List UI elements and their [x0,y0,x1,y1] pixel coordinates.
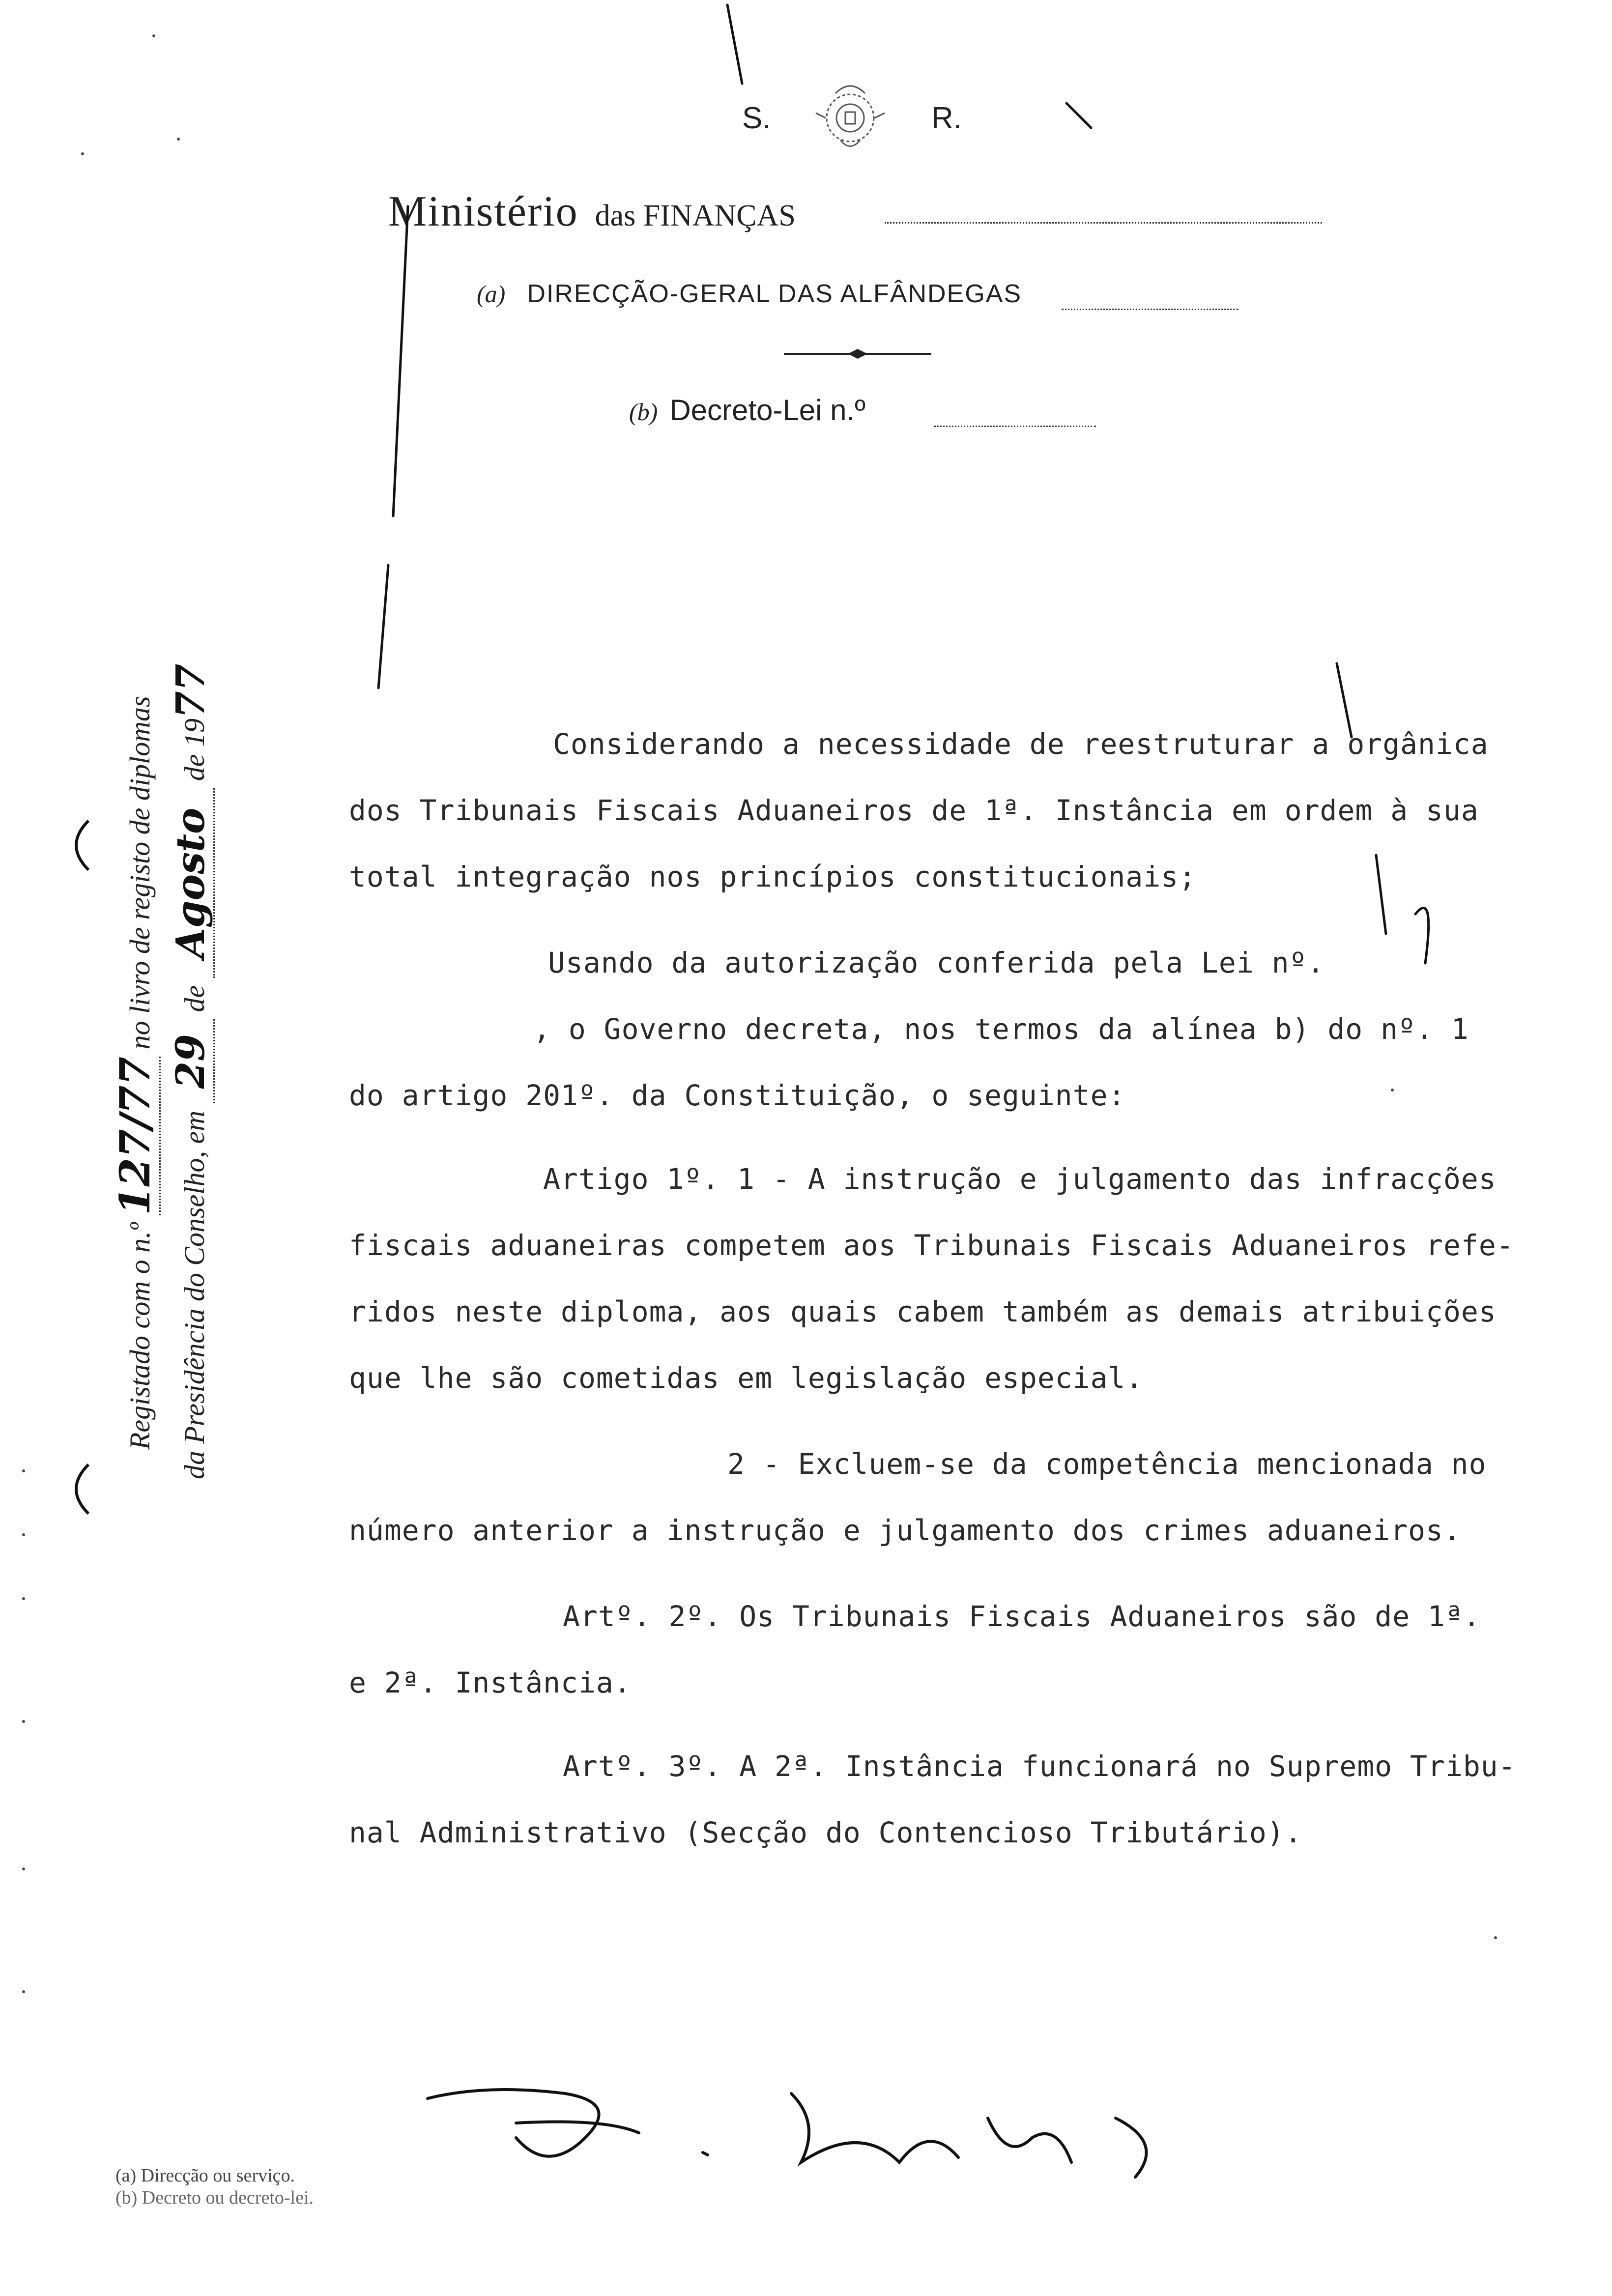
mark-a: (a) [477,280,506,308]
body-line-13: Artº. 2º. Os Tribunais Fiscais Aduaneiros são de 1ª. [563,1600,1481,1633]
body-line-12: número anterior a instrução e julgamento dos crimes aduaneiros. [349,1514,1461,1547]
registration-number: 127/77 [111,1057,161,1215]
body-line-2: dos Tribunais Fiscais Aduaneiros de 1ª. Instância em ordem à sua [349,794,1479,827]
header-right-letter: R. [931,101,962,135]
body-line-7: Artigo 1º. 1 - A instrução e julgamento das infracções [543,1162,1497,1196]
registration-month: Agosto [167,788,215,978]
ministry-name: das FINANÇAS [595,199,796,232]
ministry-prefix: Ministério [388,188,578,235]
body-line-15: Artº. 3º. A 2ª. Instância funcionará no Supremo Tribu- [563,1750,1516,1783]
registration-prefix: Registado com o n.º [124,1222,156,1450]
body-line-11: 2 - Excluem-se da competência mencionada no [727,1447,1487,1481]
footnote-a: (a) Direcção ou serviço. [115,2165,295,2186]
registration-year-prefix: de 19 [178,718,210,781]
body-line-14: e 2ª. Instância. [349,1666,632,1699]
mark-b: (b) [629,398,658,426]
body-line-9: ridos neste diploma, aos quais cabem também as demais atribuições [349,1295,1497,1328]
registration-de: de [178,985,210,1012]
body-line-1: Considerando a necessidade de reestruturar a orgânica [553,727,1489,761]
registration-day: 29 [167,1019,215,1103]
registration-line2-prefix: da Presidência do Conselho, em [178,1110,210,1479]
body-line-5: , o Governo decreta, nos termos da alínea b) do nº. 1 [533,1012,1469,1046]
body-line-8: fiscais aduaneiras competem aos Tribunais Fiscais Aduaneiros refe- [349,1229,1514,1262]
handwritten-signature [418,2064,1204,2211]
footnote-b: (b) Decreto ou decreto-lei. [115,2187,314,2208]
direction-name: DIRECÇÃO-GERAL DAS ALFÂNDEGAS [527,280,1022,308]
body-line-6: do artigo 201º. da Constituição, o seguinte: [349,1079,1126,1112]
decree-label: Decreto-Lei n.º [669,394,866,427]
registration-suffix: no livro de registo de diplomas [124,696,156,1050]
registration-year: 77 [167,663,213,718]
body-line-4: Usando da autorização conferida pela Lei nº. [548,946,1325,979]
body-line-3: total integração nos princípios constitucionais; [349,860,1197,893]
body-line-10: que lhe são cometidas em legislação especial. [349,1361,1144,1395]
header-left-letter: S. [742,101,771,135]
body-line-16: nal Administrativo (Secção do Contencioso Tributário). [349,1816,1302,1849]
